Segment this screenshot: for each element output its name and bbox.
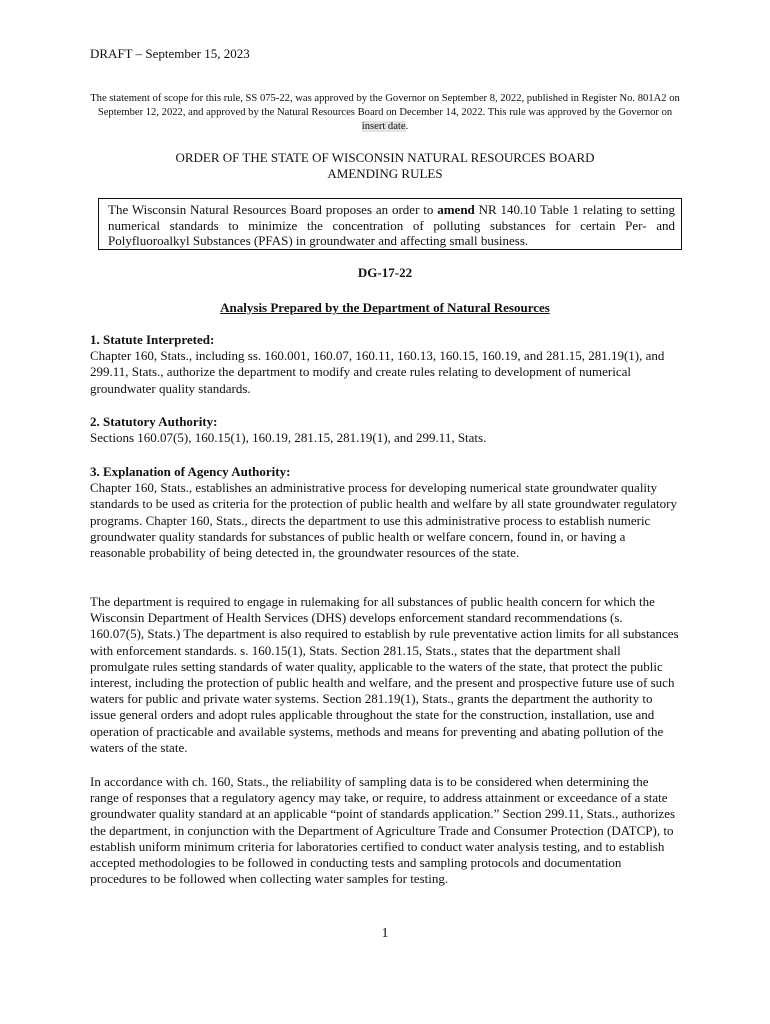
order-title-line2: AMENDING RULES <box>327 166 443 181</box>
summary-text: The Wisconsin Natural Resources Board proposes an order to <box>108 202 438 217</box>
order-title <box>90 150 680 182</box>
paragraph-rulemaking: The department is required to engage in rulemaking for all substances of public health concern for which the Wisconsin Department of Health Services (DHS) develops enforcement standard recommendations (s. 160.07(5), Stats.) The department is also required to establish by rule preventative action limits for all substances with enforcement standards. s. 160.15(1), Stats. Section 281.15, Stats., states that the department shall promulgate rules setting standards of water quality, applicable to the waters of the state, that protect the public interest, including the protection of public health and welfare, and the present and prospective future use of such waters for public and private water systems. Section 281.19(1), Stats., grants the department the authority to issue general orders and adopt rules applicable throughout the state for the construction, installation, use and operation of practicable and available systems, methods and means for preventing and abating pollution of the waters of the state. <box>90 594 679 755</box>
order-title-line1: ORDER OF THE STATE OF WISCONSIN NATURAL RESOURCES BOARD <box>175 150 595 165</box>
analysis-title: Analysis Prepared by the Department of Natural Resources <box>220 300 550 315</box>
section-body: Sections 160.07(5), 160.15(1), 160.19, 281.15, 281.19(1), and 299.11, Stats. <box>90 430 487 446</box>
insert-date-placeholder: insert date <box>361 121 406 132</box>
summary-box <box>98 198 682 250</box>
section-agency-authority <box>90 464 680 561</box>
scope-text: The statement of scope for this rule, SS 075-22, was approved by the Governor on September 8, 2022, published in Register No. 801A2 on September 12, 2022, and approved by the Natural Resources Board on December 14, 2022. This rule was approved by the Governor on <box>90 93 680 118</box>
summary-text-rest: NR 140.10 Table 1 relating to setting numerical standards to minimize the concentration of polluting substances for certain Per- and Polyfluoroalkyl Substances (PFAS) in groundwater and affecting small business. <box>108 202 675 248</box>
summary-amend-keyword: amend <box>437 202 475 217</box>
section-body: Chapter 160, Stats., including ss. 160.001, 160.07, 160.11, 160.13, 160.15, 160.19, and 281.15, 281.19(1), and 299.11, Stats., authorize the department to modify and create rules relating to development of numerical groundwater quality standards. <box>90 348 665 396</box>
scope-text-end: . <box>405 121 409 132</box>
docket-number: DG-17-22 <box>357 265 413 280</box>
page-number: 1 <box>381 926 389 941</box>
section-statute-interpreted <box>90 332 680 397</box>
section-body: Chapter 160, Stats., establishes an administrative process for developing numerical state groundwater quality standards to be used as criteria for the protection of public health and welfare by all state groundwater regulatory programs. Chapter 160, Stats., directs the department to use this administrative process to establish numeric groundwater quality standards for substances of public health or welfare concern, found in, or having a reasonable probability of being detected in, the groundwater resources of the state. <box>90 480 677 561</box>
section-heading: 1. Statute Interpreted: <box>90 332 215 347</box>
section-heading: 2. Statutory Authority: <box>90 414 218 429</box>
section-statutory-authority <box>90 414 680 446</box>
section-heading: 3. Explanation of Agency Authority: <box>90 464 291 479</box>
scope-statement <box>88 92 682 134</box>
draft-header: DRAFT – September 15, 2023 <box>90 46 250 61</box>
paragraph-sampling: In accordance with ch. 160, Stats., the reliability of sampling data is to be considered when determining the range of responses that a regulatory agency may take, or require, to address attainment or exceedance of a state groundwater quality standard at an applicable “point of standards application.” Section 299.11, Stats., authorizes the department, in conjunction with the Department of Agriculture Trade and Consumer Protection (DATCP), to establish uniform minimum criteria for laboratories certified to conduct water analysis testing, and to establish accepted methodologies to be followed in conducting tests and sampling protocols and documentation procedures to be followed when collecting water samples for testing. <box>90 774 676 887</box>
